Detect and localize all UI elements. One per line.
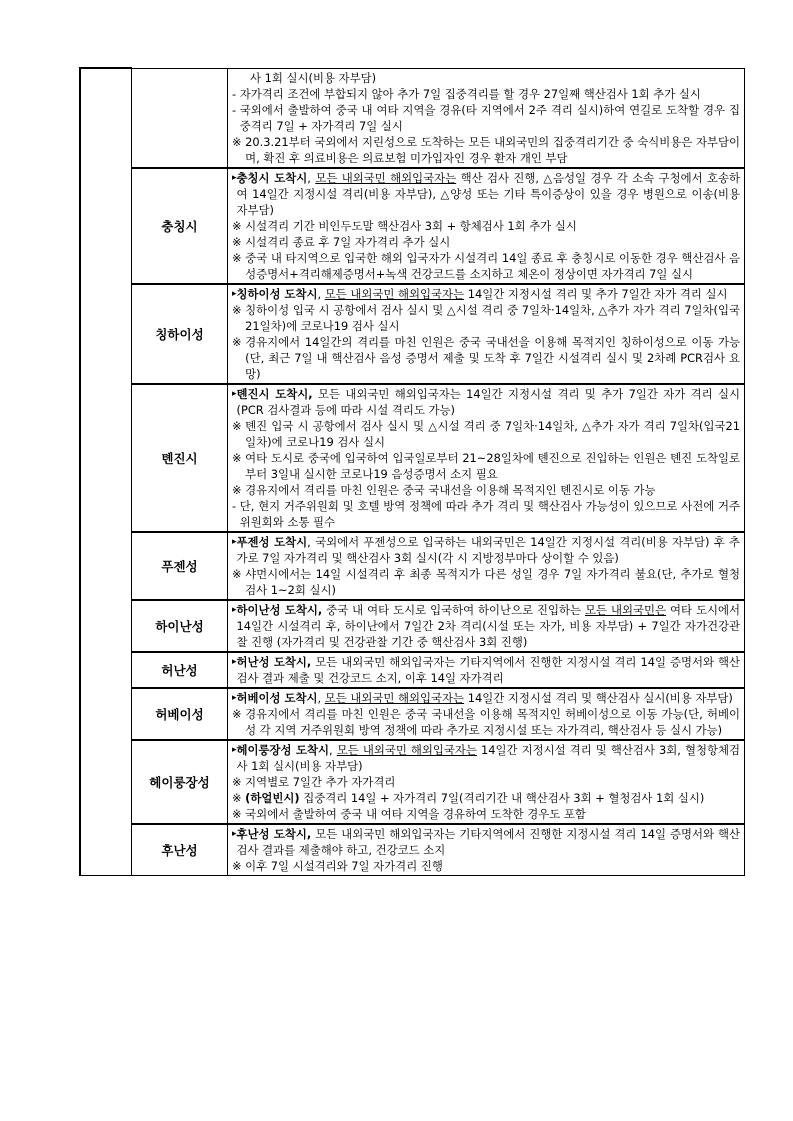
item-text	[237, 742, 740, 774]
item-body: 경유지에서 14일간의 격리를 마친 인원은 중국 국내선을 이용해 목적지인 칭하이성으로 이동 가능(단, 최근 7일 내 핵산검사 음성 증명서 제출 및 도착 후 7일간 시설격리 실시 및 2차례 PCR검사 요망)	[245, 334, 740, 381]
bullet-arrow-icon: ▸	[232, 692, 237, 703]
item-text	[245, 806, 740, 822]
item-heading: 칭하이성 도착시	[236, 286, 318, 301]
list-item	[232, 334, 740, 382]
item-text	[237, 534, 740, 566]
table-row	[80, 600, 745, 652]
list-item	[232, 134, 740, 166]
region-name: 톈진시	[132, 384, 228, 532]
list-item	[232, 386, 740, 418]
quarantine-policy-table	[79, 67, 745, 876]
item-body: 지역별로 7일간 추가 자가격리	[245, 774, 396, 789]
list-item	[232, 70, 740, 86]
list-item	[232, 566, 740, 598]
item-body: 경유지에서 격리를 마친 인원은 중국 국내선을 이용해 목적지인 톈진시로 이동 가능	[245, 482, 656, 497]
region-name: 헤이룽장성	[132, 740, 228, 824]
bullet-mark: ※	[232, 450, 246, 465]
item-body: 핵산 검사 진행, △음성일 경우 각 소속 구청에서 호송하여 14일간 지정시설 격리(비용 자부담), △양성 또는 기타 특이증상이 있을 경우 병원으로 이송(비용 자부담)	[236, 170, 740, 217]
item-body: 시설격리 기간 비인두도말 핵산검사 3회 + 항체검사 1회 추가 실시	[245, 218, 577, 233]
table-row	[80, 688, 745, 740]
item-body: 국외에서 푸젠성으로 입국하는 내외국민은 14일간 지정시설 격리(비용 자부담) 후 추가로 7일 자가격리 및 핵산검사 3회 실시(각 시 지방정부마다 상이할 수 있음)	[236, 534, 740, 565]
bullet-arrow-icon: ▸	[232, 172, 237, 183]
region-name: 허베이성	[132, 688, 228, 740]
item-body: 집중격리 14일 + 자가격리 7일(격리기간 내 핵산검사 3회 + 혈청검사 1회 실시)	[303, 790, 705, 805]
bullet-mark: ※	[232, 218, 246, 233]
item-text	[245, 858, 740, 874]
table-row	[80, 384, 745, 532]
item-text	[245, 250, 740, 282]
list-item	[232, 690, 740, 706]
bullet-mark: ※	[232, 234, 246, 249]
item-text	[237, 690, 740, 706]
bullet-mark: ※	[232, 790, 246, 805]
region-name	[132, 68, 228, 168]
region-policy	[228, 600, 745, 652]
item-heading: 충칭시 도착시	[236, 170, 308, 185]
item-separator: ,	[307, 534, 316, 549]
item-text	[237, 170, 740, 218]
item-body: 시설격리 종료 후 7일 자가격리 추가 실시	[245, 234, 451, 249]
region-policy	[228, 68, 745, 168]
item-body: 이후 7일 시설격리와 7일 자가격리 진행	[245, 858, 443, 873]
list-item	[232, 250, 740, 282]
item-text	[245, 566, 740, 598]
bullet-mark: -	[232, 102, 240, 117]
bullet-mark: ※	[232, 774, 246, 789]
bullet-mark: ※	[232, 334, 246, 349]
table-row	[80, 740, 745, 824]
item-underlined: 모든 내외국민은	[585, 602, 667, 617]
bullet-arrow-icon: ▸	[232, 288, 237, 299]
item-heading: 후난성 도착시,	[236, 826, 312, 841]
item-underlined: 모든 내외국민 해외입국자는	[324, 690, 465, 705]
bullet-mark: ※	[232, 134, 246, 149]
item-underlined: 모든 내외국민 해외입국자는	[315, 170, 457, 185]
item-text	[237, 654, 740, 686]
list-item	[232, 170, 740, 218]
item-text	[245, 790, 740, 806]
region-policy	[228, 284, 745, 384]
list-item	[232, 418, 740, 450]
bullet-mark: -	[232, 498, 240, 513]
item-body: 여타 도시로 중국에 입국하여 입국일로부터 21~28일차에 톈진으로 진입하는 인원은 톈진 도착일로부터 3일내 실시한 코로나19 음성증명서 소지 필요	[245, 450, 740, 481]
bullet-mark: -	[232, 86, 240, 101]
list-item	[232, 774, 740, 790]
item-heading: 허난성 도착시,	[236, 654, 312, 669]
list-item	[232, 450, 740, 482]
list-item	[232, 742, 740, 774]
item-text	[240, 102, 740, 134]
bullet-arrow-icon: ▸	[232, 656, 237, 667]
region-policy	[228, 532, 745, 600]
list-item	[232, 86, 740, 102]
item-body: 사 1회 실시(비용 자부담)	[250, 70, 377, 85]
item-body: 14일간 지정시설 격리 및 추가 7일간 자가 격리 실시	[464, 286, 728, 301]
item-body: 14일간 지정시설 격리 및 핵산검사 3회, 혈청항체검사 1회 실시(비용 자부담)	[236, 742, 740, 773]
bullet-arrow-icon: ▸	[232, 388, 237, 399]
item-body: 단, 현지 거주위원회 및 호텔 방역 정책에 따라 추가 격리 및 핵산검사 가능성이 있으므로 사전에 거주위원회와 소통 필수	[239, 498, 740, 529]
item-text	[237, 386, 740, 418]
list-item	[232, 302, 740, 334]
bullet-arrow-icon: ▸	[232, 604, 237, 615]
item-body: 중국 내 타지역으로 입국한 해외 입국자가 시설격리 14일 종료 후 충칭시로 이동한 경우 핵산검사 음성증명서+격리해제증명서+녹색 건강코드를 소지하고 체온이 정상이면 자가격리 7일 실시	[245, 250, 740, 281]
list-item	[232, 790, 740, 806]
region-policy	[228, 688, 745, 740]
item-text	[245, 774, 740, 790]
item-text	[245, 218, 740, 234]
item-separator: ,	[307, 170, 316, 185]
item-text	[245, 234, 740, 250]
table-row	[80, 824, 745, 876]
item-body: 샤먼시에서는 14일 시설격리 후 최종 목적지가 다른 성일 경우 7일 자가격리 불요(단, 추가로 혈청검사 1~2회 실시)	[245, 566, 740, 597]
region-name: 푸젠성	[132, 532, 228, 600]
item-body-tail: 여타 도시에서 14일간 시설격리 후, 하이난에서 7일간 2차 격리(시설 또는 자가, 비용 자부담) + 7일간 자가건강관찰 진행 (자가격리 및 건강관찰 기간 중 핵산검사 3회 진행)	[236, 602, 740, 649]
region-policy	[228, 384, 745, 532]
list-item	[232, 102, 740, 134]
item-body: 20.3.21부터 국외에서 지린성으로 도착하는 모든 내외국민의 집중격리기간 중 숙식비용은 자부담이며, 확진 후 의료비용은 의료보험 미가입자인 경우 환자 개인 부담	[245, 134, 740, 165]
item-underlined: 모든 내외국민 해외입국자는	[324, 286, 465, 301]
list-item	[232, 858, 740, 874]
bullet-mark: ※	[232, 482, 246, 497]
item-heading: 허베이성 도착시	[236, 690, 318, 705]
region-name: 칭하이성	[132, 284, 228, 384]
item-body: 자가격리 조건에 부합되지 않아 추가 7일 집중격리를 할 경우 27일째 핵산검사 1회 추가 실시	[239, 86, 701, 101]
item-body: 중국 내 여타 도시로 입국하여 하이난으로 진입하는	[326, 602, 586, 617]
item-body: 경유지에서 격리를 마친 인원은 중국 국내선을 이용해 목적지인 허베이성으로 이동 가능(단, 허베이성 각 지역 거주위원회 방역 정책에 따라 추가로 지정시설 또는 자가격리, 핵산검사 등 실시 가능)	[245, 706, 740, 737]
item-separator: ,	[329, 742, 337, 757]
list-item	[232, 826, 740, 858]
table-row	[80, 68, 745, 168]
item-text	[245, 334, 740, 382]
list-item	[232, 654, 740, 686]
item-body: 모든 내외국민 해외입국자는 14일간 지정시설 격리 및 추가 7일간 자가 격리 실시(PCR 검사결과 등에 따라 시설 격리도 가능)	[236, 386, 740, 417]
item-text	[245, 482, 740, 498]
table-row	[80, 284, 745, 384]
item-body: 14일간 지정시설 격리 및 핵산검사 실시(비용 자부담)	[464, 690, 733, 705]
item-heading: 톈진시 도착시,	[236, 386, 313, 401]
item-heading: (하얼빈시)	[245, 790, 300, 805]
list-item	[232, 234, 740, 250]
bullet-mark: ※	[232, 250, 246, 265]
region-policy	[228, 740, 745, 824]
item-body: 칭하이성 입국 시 공항에서 검사 실시 및 △시설 격리 중 7일차·14일차, △추가 자가 격리 7일차(입국21일차)에 코로나19 검사 실시	[245, 302, 740, 333]
item-separator: ,	[317, 286, 325, 301]
table-row	[80, 168, 745, 284]
item-underlined: 모든 내외국민 해외입국자는	[336, 742, 477, 757]
list-item	[232, 806, 740, 822]
item-heading: 하이난성 도착시,	[236, 602, 323, 617]
item-text	[240, 86, 740, 102]
item-text	[237, 826, 740, 858]
item-heading: 헤이룽장성 도착시	[236, 742, 329, 757]
item-heading: 푸젠성 도착시	[236, 534, 308, 549]
bullet-mark: ※	[232, 302, 246, 317]
list-item	[232, 706, 740, 738]
item-text	[245, 134, 740, 166]
item-body: 모든 내외국민 해외입국자는 기타지역에서 진행한 지정시설 격리 14일 증명서와 핵산검사 결과 제출 및 건강코드 소지, 이후 14일 자가격리	[236, 654, 740, 685]
item-body: 국외에서 출발하여 중국 내 여타 지역을 경유(타 지역에서 2주 격리 실시)하여 연길로 도착할 경우 집중격리 7일 + 자가격리 7일 실시	[239, 102, 740, 133]
bullet-arrow-icon: ▸	[232, 744, 237, 755]
item-text	[245, 450, 740, 482]
bullet-mark: ※	[232, 858, 246, 873]
region-name: 충칭시	[132, 168, 228, 284]
item-separator: ,	[317, 690, 325, 705]
bullet-mark: ※	[232, 806, 246, 821]
left-blank-column	[80, 68, 132, 875]
item-text	[240, 498, 740, 530]
region-name: 허난성	[132, 652, 228, 688]
table-row	[80, 652, 745, 688]
item-text	[250, 70, 740, 86]
region-name: 후난성	[132, 824, 228, 876]
list-item	[232, 534, 740, 566]
item-text	[237, 286, 740, 302]
item-text	[237, 602, 740, 650]
item-text	[245, 302, 740, 334]
bullet-arrow-icon: ▸	[232, 828, 237, 839]
region-name: 하이난성	[132, 600, 228, 652]
list-item	[232, 286, 740, 302]
list-item	[232, 482, 740, 498]
bullet-arrow-icon: ▸	[232, 536, 237, 547]
item-body: 톈진 입국 시 공항에서 검사 실시 및 △시설 격리 중 7일차·14일차, △추가 자가 격리 7일차(입국21일차)에 코로나19 검사 실시	[245, 418, 740, 449]
region-policy	[228, 168, 745, 284]
bullet-mark: ※	[232, 706, 246, 721]
item-text	[245, 706, 740, 738]
item-text	[245, 418, 740, 450]
region-policy	[228, 824, 745, 876]
bullet-mark: ※	[232, 418, 246, 433]
list-item	[232, 218, 740, 234]
region-policy	[228, 652, 745, 688]
list-item	[232, 498, 740, 530]
list-item	[232, 602, 740, 650]
item-body: 국외에서 출발하여 중국 내 여타 지역을 경유하여 도착한 경우도 포함	[245, 806, 586, 821]
bullet-mark: ※	[232, 566, 246, 581]
table-row	[80, 532, 745, 600]
item-body: 모든 내외국민 해외입국자는 기타지역에서 진행한 지정시설 격리 14일 증명서와 핵산검사 결과를 제출해야 하고, 건강코드 소지	[236, 826, 740, 857]
